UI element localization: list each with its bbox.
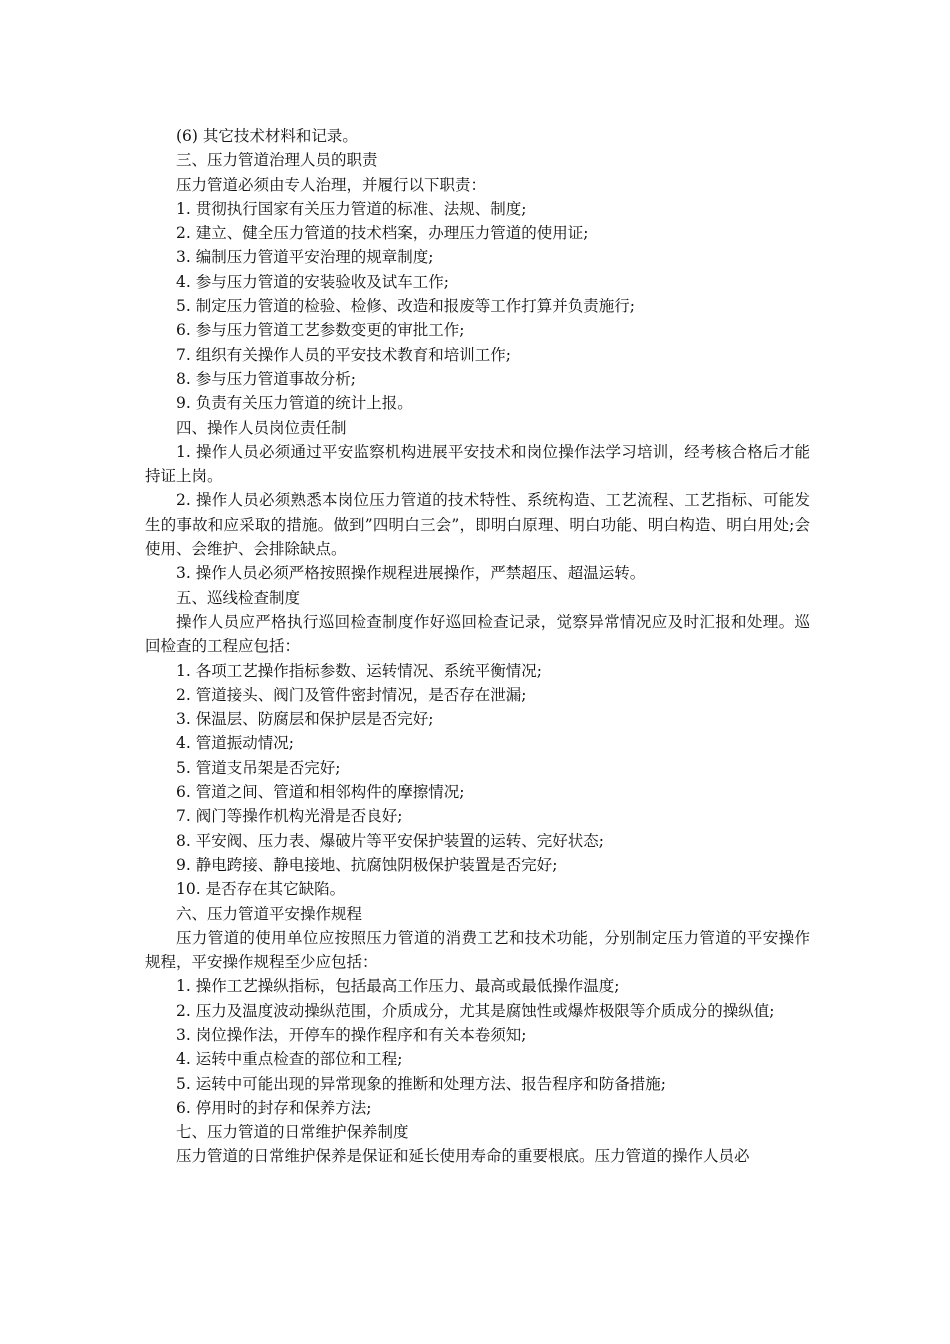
list-item-duty-4: 4. 参与压力管道的安装验收及试车工作; [176, 272, 449, 291]
list-item-operator-1: 1. 操作人员必须通过平安监察机构进展平安技术和岗位操作法学习培训，经考核合格后才能持证上岗。 [145, 442, 810, 486]
list-item-rule-4: 4. 运转中重点检查的部位和工程; [176, 1050, 403, 1069]
list-item-duty-1: 1. 贯彻执行国家有关压力管道的标准、法规、制度; [176, 199, 527, 218]
heading-section-3: 三、压力管道治理人员的职责 [176, 151, 378, 170]
list-item-inspection-3: 3. 保温层、防腐层和保护层是否完好; [176, 710, 434, 729]
list-item-duty-7: 7. 组织有关操作人员的平安技术教育和培训工作; [176, 345, 511, 364]
paragraph-operating-rules-intro: 压力管道的使用单位应按照压力管道的消费工艺和技术功能，分别制定压力管道的平安操作规程，平安操作规程至少应包括： [145, 928, 810, 972]
list-item-duty-9: 9. 负责有关压力管道的统计上报。 [176, 394, 413, 413]
list-item-duty-5: 5. 制定压力管道的检验、检修、改造和报废等工作打算并负责施行; [176, 297, 635, 316]
list-item-rule-5: 5. 运转中可能出现的异常现象的推断和处理方法、报告程序和防备措施; [176, 1074, 666, 1093]
document-page [145, 124, 810, 1169]
list-item-inspection-7: 7. 阀门等操作机构光滑是否良好; [176, 807, 403, 826]
list-item-duty-8: 8. 参与压力管道事故分析; [176, 369, 356, 388]
list-item-inspection-4: 4. 管道振动情况; [176, 734, 294, 753]
paragraph-manager-duties-intro: 压力管道必须由专人治理，并履行以下职责： [176, 175, 487, 194]
list-item-operator-2: 2. 操作人员必须熟悉本岗位压力管道的技术特性、系统构造、工艺流程、工艺指标、可能发生的事故和应采取的措施。做到”四明白三会”，即明白原理、明白功能、明白构造、明白用处;会使用、会维护、会排除缺点。 [145, 491, 810, 559]
list-item-operator-3: 3. 操作人员必须严格按照操作规程进展操作，严禁超压、超温运转。 [176, 564, 646, 583]
list-item-inspection-9: 9. 静电跨接、静电接地、抗腐蚀阴极保护装置是否完好; [176, 855, 558, 874]
list-item-duty-2: 2. 建立、健全压力管道的技术档案，办理压力管道的使用证; [176, 224, 589, 243]
list-item-inspection-2: 2. 管道接头、阀门及管件密封情况，是否存在泄漏; [176, 685, 527, 704]
list-item-rule-6: 6. 停用时的封存和保养方法; [176, 1098, 372, 1117]
list-item-inspection-1: 1. 各项工艺操作指标参数、运转情况、系统平衡情况; [176, 661, 542, 680]
list-item-inspection-5: 5. 管道支吊架是否完好; [176, 758, 341, 777]
list-item-rule-1: 1. 操作工艺操纵指标，包括最高工作压力、最高或最低操作温度; [176, 977, 620, 996]
list-item-duty-6: 6. 参与压力管道工艺参数变更的审批工作; [176, 321, 465, 340]
paragraph-inspection-intro: 操作人员应严格执行巡回检查制度作好巡回检查记录，觉察异常情况应及时汇报和处理。巡回检查的工程应包括： [145, 612, 810, 656]
paragraph-maintenance-intro: 压力管道的日常维护保养是保证和延长使用寿命的重要根底。压力管道的操作人员必 [176, 1147, 750, 1166]
list-item-duty-3: 3. 编制压力管道平安治理的规章制度; [176, 248, 434, 267]
list-item-inspection-6: 6. 管道之间、管道和相邻构件的摩擦情况; [176, 783, 465, 802]
list-item-rule-3: 3. 岗位操作法，开停车的操作程序和有关本卷须知; [176, 1025, 527, 1044]
paragraph-other-records: (6) 其它技术材料和记录。 [176, 127, 358, 145]
heading-section-5: 五、巡线检查制度 [176, 588, 301, 607]
heading-section-7: 七、压力管道的日常维护保养制度 [176, 1123, 409, 1142]
list-item-inspection-10: 10. 是否存在其它缺陷。 [176, 880, 346, 899]
heading-section-6: 六、压力管道平安操作规程 [176, 904, 363, 923]
list-item-rule-2: 2. 压力及温度波动操纵范围，介质成分，尤其是腐蚀性或爆炸极限等介质成分的操纵值; [176, 1001, 775, 1020]
heading-section-4: 四、操作人员岗位责任制 [176, 418, 347, 437]
list-item-inspection-8: 8. 平安阀、压力表、爆破片等平安保护装置的运转、完好状态; [176, 831, 604, 850]
